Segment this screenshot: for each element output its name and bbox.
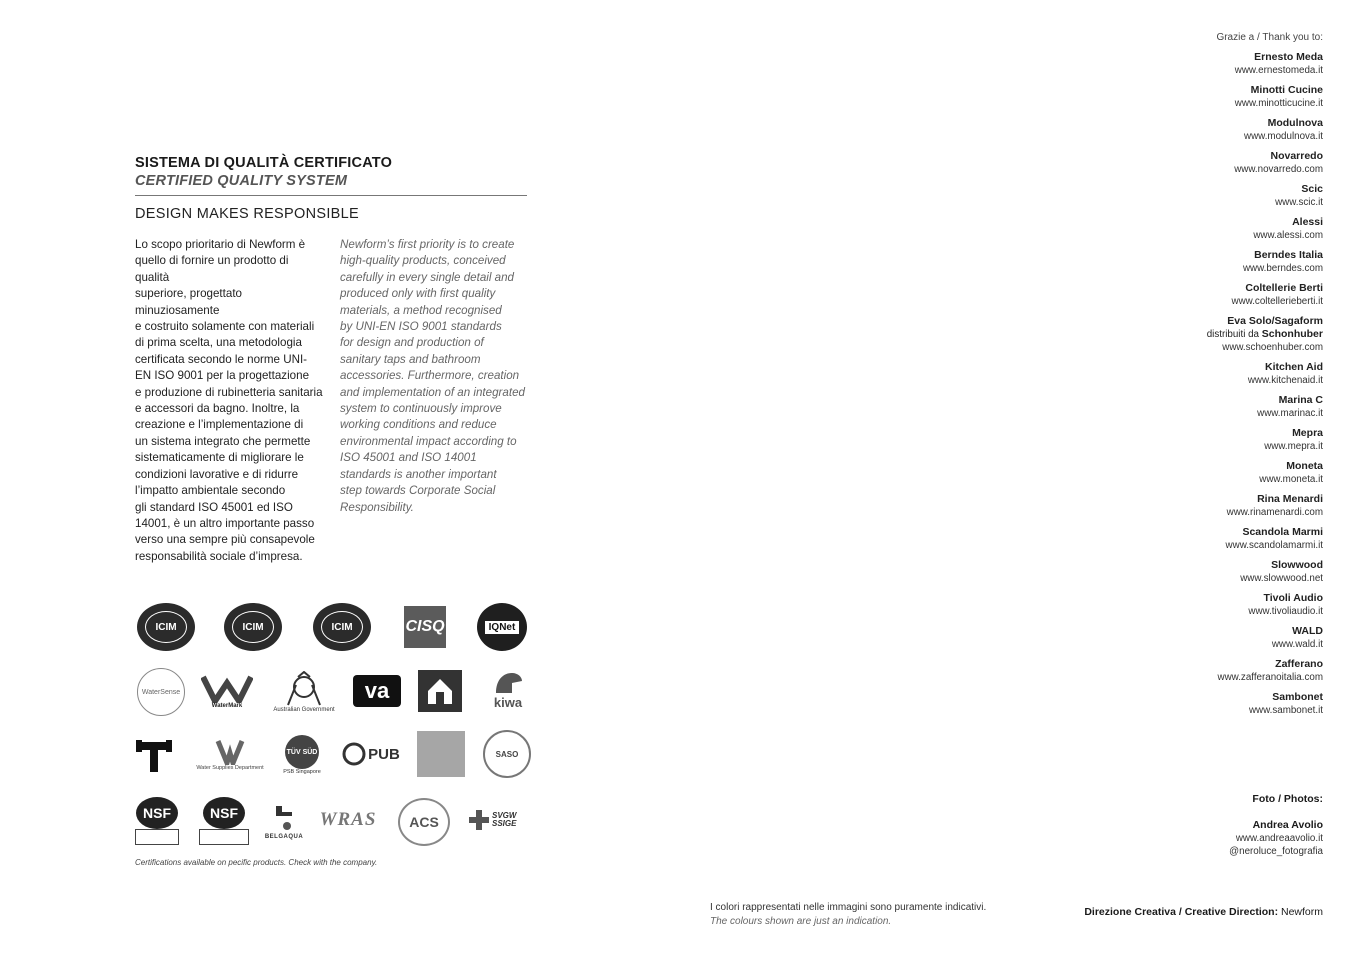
sponsor-name: Mepra xyxy=(1292,427,1323,439)
sponsor-name: Scic xyxy=(1301,183,1323,195)
sponsor-distributor: distribuiti da Schonhuber xyxy=(1206,328,1323,340)
sponsor-url[interactable]: www.ernestomeda.it xyxy=(1234,65,1323,76)
sponsor-url[interactable]: www.scic.it xyxy=(1275,197,1323,208)
body-line: e produzione di rubinetteria sanitaria xyxy=(135,385,323,399)
sponsor-url[interactable]: www.modulnova.it xyxy=(1244,131,1323,142)
sponsor-name: Marina C xyxy=(1278,394,1323,406)
sponsor-name: Kitchen Aid xyxy=(1265,361,1323,373)
sponsor-name: Zafferano xyxy=(1275,658,1323,670)
sponsor-item xyxy=(1207,50,1323,77)
sponsor-name: Rina Menardi xyxy=(1257,493,1323,505)
body-line: for design and production of xyxy=(340,336,484,350)
sponsor-item xyxy=(1207,116,1323,143)
body-line: environmental impact according to xyxy=(340,434,517,448)
sponsor-url[interactable]: www.tivoliaudio.it xyxy=(1248,606,1323,617)
photographer-url[interactable]: www.andreaavolio.it xyxy=(1235,833,1323,844)
house-icon xyxy=(425,676,455,706)
body-line: Newform’s first priority is to create xyxy=(340,238,515,251)
pub-drop-icon xyxy=(342,740,366,768)
tuv-sud-seal: TÜV SÜD xyxy=(285,735,319,769)
sponsor-url[interactable]: www.scandolamarmi.it xyxy=(1225,540,1323,551)
body-line: accessories. Furthermore, creation xyxy=(340,369,520,383)
sponsor-name: Eva Solo/Sagaform xyxy=(1227,315,1323,327)
kiwa-bird-icon xyxy=(492,671,524,695)
sponsor-name: Coltellerie Berti xyxy=(1245,282,1323,294)
sponsor-name: Ernesto Meda xyxy=(1254,51,1323,63)
body-line: e accessori da bagno. Inoltre, la xyxy=(135,402,300,416)
sponsor-item xyxy=(1207,215,1323,242)
section-subtitle: DESIGN MAKES RESPONSIBLE xyxy=(135,206,359,222)
watermark-w-icon xyxy=(201,675,253,703)
body-line: 14001, è un altro importante passo xyxy=(135,516,315,530)
body-line: by UNI-EN ISO 9001 standards xyxy=(340,320,502,334)
sponsor-url[interactable]: www.rinamenardi.com xyxy=(1226,507,1323,518)
sponsor-list-1 xyxy=(1207,50,1323,308)
sponsor-name: Minotti Cucine xyxy=(1250,84,1323,96)
pub-logo: PUB xyxy=(334,737,408,771)
sponsor-item xyxy=(1207,281,1323,308)
wras-logo: WRAS xyxy=(319,809,377,830)
watersense-logo: WaterSense xyxy=(137,668,185,716)
sponsor-item xyxy=(1207,690,1323,717)
sponsor-url[interactable]: www.sambonet.it xyxy=(1248,705,1323,716)
sponsor-url[interactable]: www.alessi.com xyxy=(1253,230,1323,241)
acs-logo: ACS xyxy=(398,798,450,846)
sponsor-url[interactable]: www.minotticucine.it xyxy=(1234,98,1323,109)
sponsor-url[interactable]: www.zafferanoitalia.com xyxy=(1217,672,1323,683)
colors-disclaimer-en: The colours shown are just an indication. xyxy=(710,916,892,927)
va-logo: va xyxy=(353,675,401,707)
sponsor-name: WALD xyxy=(1292,625,1323,637)
body-line: ISO 45001 and ISO 14001 xyxy=(340,451,477,465)
sponsor-list-2 xyxy=(1207,360,1323,717)
body-line: verso una sempre più consapevole xyxy=(135,533,315,547)
sponsor-item xyxy=(1207,248,1323,275)
body-line: sanitary taps and bathroom xyxy=(340,352,481,366)
sponsor-eva-solo xyxy=(1207,314,1323,354)
placeholder-gray-logo xyxy=(417,731,465,777)
sponsor-item xyxy=(1207,624,1323,651)
sponsor-url[interactable]: www.berndes.com xyxy=(1242,263,1323,274)
body-text-italian xyxy=(135,237,323,565)
body-line: quello di fornire un prodotto di qualità xyxy=(135,254,289,284)
body-line: responsabilità sociale d’impresa. xyxy=(135,549,303,563)
tap-symbol-icon xyxy=(134,740,174,774)
belgaqua-logo: BELGAQUA xyxy=(262,798,306,846)
nsf-caption-2 xyxy=(199,829,249,845)
cisq-logo: CISQ xyxy=(404,606,446,648)
iqnet-logo: IQNet xyxy=(477,603,527,651)
body-line: standards is another important xyxy=(340,467,497,481)
body-line: Lo scopo prioritario di Newform è xyxy=(135,238,306,251)
body-line: l’impatto ambientale secondo xyxy=(135,484,286,498)
sponsor-url[interactable]: www.moneta.it xyxy=(1259,474,1323,485)
tap-logo xyxy=(134,740,174,774)
sponsor-item xyxy=(1207,426,1323,453)
icim-logo-1: ICIM xyxy=(137,603,195,651)
section-title-it: SISTEMA DI QUALITÀ CERTIFICATO xyxy=(135,155,393,171)
sponsor-item xyxy=(1207,558,1323,585)
body-line: e costruito solamente con materiali xyxy=(135,320,315,334)
sponsor-item xyxy=(1207,591,1323,618)
body-line: carefully in every single detail and xyxy=(340,270,515,284)
thanks-list xyxy=(1207,32,1323,723)
certifications-note: Certifications available on pecific products. Check with the company. xyxy=(135,858,378,867)
body-line: sistematicamente di migliorare le xyxy=(135,451,304,465)
sponsor-url[interactable]: www.schoenhuber.com xyxy=(1222,342,1323,353)
australian-government-logo: Australian Government xyxy=(272,667,336,717)
sponsor-item xyxy=(1207,657,1323,684)
sponsor-name: Alessi xyxy=(1292,216,1323,228)
sponsor-name: Scandola Marmi xyxy=(1242,526,1323,538)
coat-of-arms-icon xyxy=(284,671,324,707)
sponsor-url[interactable]: www.kitchenaid.it xyxy=(1247,375,1323,386)
body-line: working conditions and reduce xyxy=(340,418,497,432)
photographer-instagram[interactable]: @neroluce_fotografia xyxy=(1229,846,1323,857)
body-line: produced only with first quality xyxy=(340,287,496,301)
sponsor-name: Moneta xyxy=(1286,460,1323,472)
sponsor-item xyxy=(1207,393,1323,420)
sponsor-name: Slowwood xyxy=(1271,559,1323,571)
nsf-caption-1 xyxy=(135,829,179,845)
body-line: gli standard ISO 45001 ed ISO xyxy=(135,500,293,514)
body-line: di prima scelta, una metodologia xyxy=(135,336,302,350)
section-title-en: CERTIFIED QUALITY SYSTEM xyxy=(135,173,348,189)
photographer-name: Andrea Avolio xyxy=(1252,819,1323,831)
body-line: certificata secondo le norme UNI- xyxy=(135,352,308,366)
body-line: materials, a method recognised xyxy=(340,303,502,317)
sponsor-item xyxy=(1207,149,1323,176)
sponsor-item xyxy=(1207,459,1323,486)
svgw-logo: SVGW SSIGE xyxy=(466,806,528,834)
creative-direction: Direzione Creativa / Creative Direction: Newform xyxy=(1084,906,1323,918)
sponsor-item xyxy=(1207,360,1323,387)
sponsor-url[interactable]: www.marinac.it xyxy=(1257,408,1323,419)
body-line: condizioni lavorative e di ridurre xyxy=(135,467,299,481)
kiwa-logo: kiwa xyxy=(488,668,528,712)
svgw-cross-icon xyxy=(468,809,490,831)
sponsor-item xyxy=(1207,83,1323,110)
sponsor-item xyxy=(1207,182,1323,209)
wsd-emblem-icon xyxy=(215,739,245,765)
watermark-logo: WaterMark xyxy=(199,672,255,712)
belgaqua-tap-icon xyxy=(274,804,294,834)
body-line: Responsibility. xyxy=(340,500,414,514)
body-line: high-quality products, conceived xyxy=(340,254,506,268)
saso-logo: SASO xyxy=(483,730,531,778)
sponsor-name: Tivoli Audio xyxy=(1263,592,1323,604)
sponsor-item xyxy=(1207,525,1323,552)
nsf-logo-2: NSF xyxy=(198,794,250,848)
sponsor-name: Modulnova xyxy=(1267,117,1323,129)
colors-disclaimer-it: I colori rappresentati nelle immagini sono puramente indicativi. xyxy=(710,902,987,913)
body-text-english xyxy=(340,237,526,516)
body-line: EN ISO 9001 per la progettazione xyxy=(135,369,310,383)
icim-logo-3: ICIM xyxy=(313,603,371,651)
sponsor-url[interactable]: www.mepra.it xyxy=(1264,441,1323,452)
icim-logo-2: ICIM xyxy=(224,603,282,651)
sponsor-item xyxy=(1207,492,1323,519)
tuv-psb-logo: TÜV SÜD PSB Singapore xyxy=(280,730,324,780)
body-line: superiore, progettato minuziosamente xyxy=(135,287,242,317)
sponsor-name: Sambonet xyxy=(1272,691,1323,703)
body-line: creazione e l’implementazione di xyxy=(135,418,304,432)
sponsor-url[interactable]: www.slowwood.net xyxy=(1240,573,1323,584)
sponsor-url[interactable]: www.wald.it xyxy=(1271,639,1323,650)
sponsor-name: Berndes Italia xyxy=(1254,249,1323,261)
product-certification-logo xyxy=(418,670,462,712)
body-line: step towards Corporate Social xyxy=(340,484,496,498)
sponsor-name: Novarredo xyxy=(1270,150,1323,162)
body-line: and implementation of an integrated xyxy=(340,385,525,399)
nsf-logo-1: NSF xyxy=(135,794,179,848)
water-supplies-department-logo: Water Supplies Department xyxy=(194,732,266,778)
body-line: system to continuously improve xyxy=(340,402,502,416)
sponsor-url[interactable]: www.coltellerieberti.it xyxy=(1231,296,1323,307)
photos-label: Foto / Photos: xyxy=(1252,793,1323,805)
title-divider xyxy=(135,195,527,196)
body-line: un sistema integrato che permette xyxy=(135,434,311,448)
thanks-header: Grazie a / Thank you to: xyxy=(1216,32,1323,43)
sponsor-url[interactable]: www.novarredo.com xyxy=(1234,164,1323,175)
